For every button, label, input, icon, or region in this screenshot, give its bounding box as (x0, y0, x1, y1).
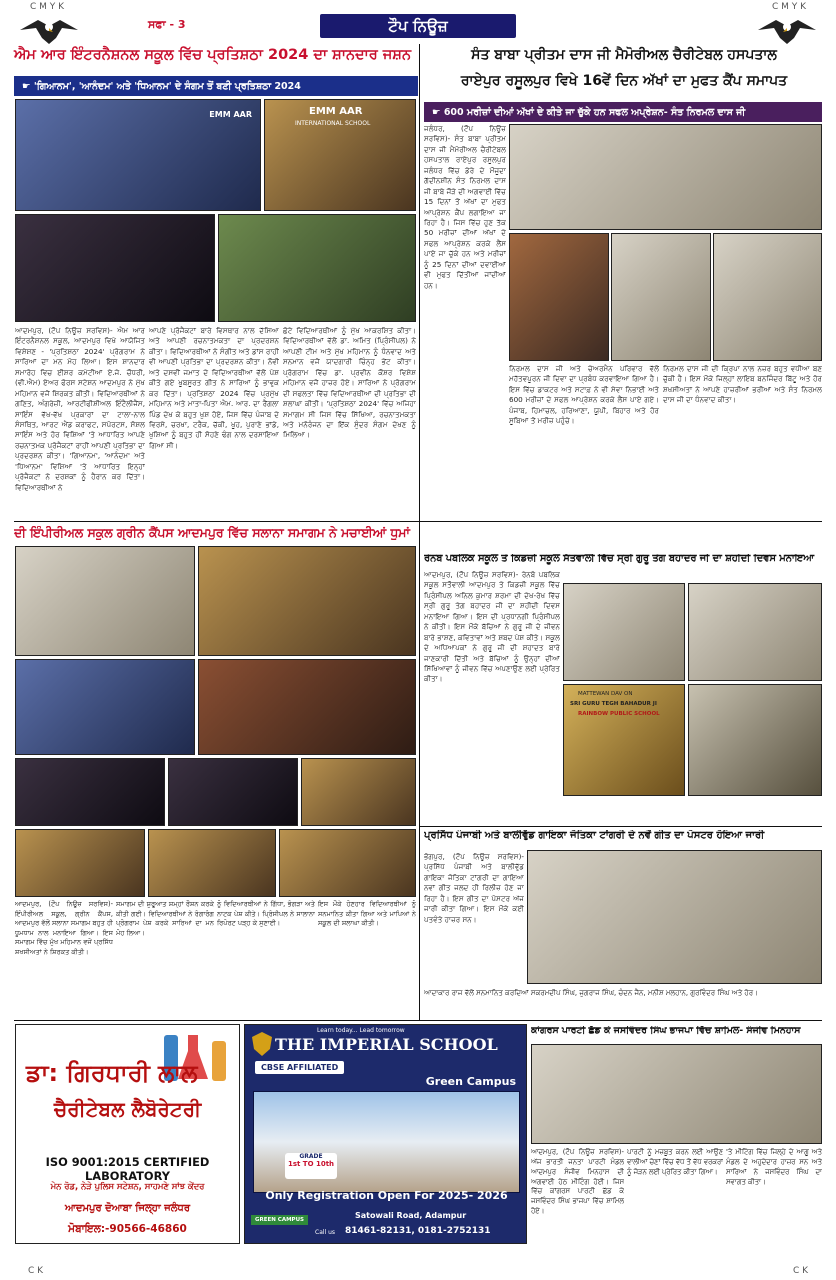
column-divider-2 (419, 522, 420, 1020)
story4-photo-4 (688, 684, 822, 796)
story3-photo-8 (15, 829, 145, 897)
school-phone: 81461-82131, 0181-2752131 (345, 1226, 491, 1236)
row-divider-3 (14, 1020, 822, 1021)
footer-mark-left: C K (28, 1266, 44, 1276)
page-number: ਸਫਾ - 3 (148, 18, 186, 31)
story6-column-2: ਪਾਰਟੀ ਨੂੰ ਮਜ਼ਬੂਤ ਕਰਨ ਲਈ ਆਉਣ ਵਾਲੀਆਂ ਚੋਣਾਂ ਵਿੱਚ ਵੱਧ ਤੋਂ ਵੱਧ ਵਰਕਰਾਂ ਨੂੰ ਜੋੜਨ ਲਈ ਪ੍ਰੇਰਿਤ ਕੀਤਾ ਗਿਆ। (627, 1148, 723, 1176)
story3-photo-9 (148, 829, 276, 897)
story5-headline: ਪ੍ਰਸਿੱਧ ਪੰਜਾਬੀ ਅਤੇ ਬਾਲੀਵੁੱਡ ਗਾਇਕਾ ਜੋਤਿਕਾ ਟਾਂਗਰੀ ਦੇ ਨਵੇਂ ਗੀਤ ਦਾ ਪੋਸਟਰ ਹੋਇਆ ਜਾਰੀ (424, 830, 765, 841)
grade-label: GRADE (299, 1153, 323, 1160)
story1-photo-2 (264, 99, 416, 211)
registration-banner: Only Registration Open For 2025- 2026 (265, 1189, 508, 1202)
lab-certification: ISO 9001:2015 CERTIFIED LABORATORY (45, 1155, 210, 1183)
row-divider-1 (14, 521, 822, 522)
green-campus-badge: GREEN CAMPUS (251, 1215, 308, 1225)
story3-photo-10 (279, 829, 416, 897)
story3-photo-1 (15, 546, 195, 656)
section-title: ਟੌਪ ਨਿਊਜ਼ (320, 14, 516, 38)
story2-column-3: ਨਿਰਮਲ ਦਾਸ ਜੀ ਦੀ ਕ੍ਰਿਪਾ ਨਾਲ ਨਜ਼ਰ ਬਹੁਤ ਵਧੀਆ ਬਣ ਚੁੱਕੀ ਹੈ। ਇਸ ਮੌਕੇ ਜਿਲ੍ਹਾਂ ਲਾਇਬ ਬਨਜਿੰਦਰ ਬਿੱਟੂ ਅਤੇ ਹੋਰ ਸ਼ਖਸੀਅਤਾਂ ਨੇ ਆਪਣੇ ਹਾਜ਼ਰੀਆਂ ਭਰੀਆਂ ਅਤੇ ਸੰਤ ਨਿਰਮਲ ਦਾਸ ਜੀ ਦਾ ਧੰਨਵਾਦ ਕੀਤਾ। (663, 364, 822, 405)
story3-column-1: ਆਦਮਪੁਰ, (ਟੌਪ ਨਿਊਜ਼ ਸਰਵਿਸ)- ਇੰਪੀਰੀਅਲ ਸਕੂਲ, ਗ੍ਰੀਨ ਕੈਂਪਸ, ਆਦਮਪੁਰ ਵੱਲੋਂ ਸਲਾਨਾ ਸਮਾਗਮ ਬਹੁਤ ਹੀ ਧੂਮਧਾਮ ਨਾਲ ਮਨਾਇਆ ਗਿਆ। ਇਸ ਸਮਾਗਮ ਵਿੱਚ ਮੁੱਖ ਮਹਿਮਾਨ ਵਜੋਂ ਪ੍ਰਸਿੱਧ ਸ਼ਖਸੀਅਤਾਂ ਨੇ ਸ਼ਿਰਕਤ ਕੀਤੀ। (15, 900, 113, 956)
school-tagline: Learn today... Lead tomorrow (317, 1027, 405, 1034)
row-divider-2 (420, 826, 822, 827)
story4-headline: ਰੇਨਬੋ ਪਬਲਿਕ ਸਕੂਲ ਤੇ ਕਿਡਜ਼ੀ ਸਕੂਲ ਸੱਤੋਵਾਲੀ ਵਿੱਚ ਸ੍ਰੀ ਗੁਰੂ ਤੇਗ ਬਹਾਦਰ ਜੀ ਦਾ ਸ਼ਹੀਦੀ ਦਿਵਸ ਮਨਾਇਆ (424, 554, 814, 564)
story3-column-2: ਸਮਾਗਮ ਦੀ ਸ਼ੁਰੂਆਤ ਸ਼ਮ੍ਹਾਂ ਰੌਸ਼ਨ ਕਰਕੇ ਕੀਤੀ ਗਈ। ਵਿਦਿਆਰਥੀਆਂ ਨੇ ਰੰਗਾਰੰਗ ਪ੍ਰੋਗਰਾਮ ਪੇਸ਼ ਕਰਕੇ ਸਾਰਿਆਂ ਦਾ ਮਨ ਮੋਹ ਲਿਆ। (116, 900, 214, 937)
call-label: Call us (315, 1229, 336, 1236)
story2-photo-patient (509, 233, 609, 361)
footer-mark-right: C K (792, 1266, 808, 1276)
story6-headline: ਕਾਂਗਰਸ ਪਾਰਟੀ ਛੱਡ ਕੇ ਜਸਵਿੰਦਰ ਸਿੰਘ ਭਾਜਪਾ ਵਿੱਚ ਸ਼ਾਮਿਲ- ਸੰਜੀਵ ਮਿਨਹਾਸ (531, 1026, 801, 1036)
grade-badge (285, 1153, 337, 1179)
story1-headline: ਐਮ ਆਰ ਇੰਟਰਨੈਸ਼ਨਲ ਸਕੂਲ ਵਿੱਚ ਪ੍ਰਤਿਸ਼ਠਾ 2024 ਦਾ ਸ਼ਾਨਦਾਰ ਜਸ਼ਨ (14, 47, 412, 63)
story2-column-2: ਨਿਰਮਲ ਦਾਸ ਜੀ ਅਤੇ ਚੇਅਰਮੈਨ ਪਰਿਵਾਰ ਵੱਲੋਂ ਮਹੱਤਵਪੂਰਨ ਜੀ ਦਿਵਾ ਦਾ ਪ੍ਰਬੰਧ ਕਰਵਾਇਆ ਗਿਆ ਹੈ। ਇਸ ਵਿੱਚ ਡਾਕਟਰ ਅਤੇ ਸਟਾਫ਼ ਨੇ ਵੀ ਸੇਵਾ ਨਿਭਾਈ ਅਤੇ 600 ਮਰੀਜ਼ਾਂ ਦੇ ਸਫਲ ਆਪ੍ਰੇਸ਼ਨ ਕਰਕੇ ਲੈਂਸ ਪਾਏ ਗਏ। ਪੰਜਾਬ, ਹਿਮਾਚਲ, ਹਰਿਆਣਾ, ਯੂਪੀ, ਬਿਹਾਰ ਅਤੇ ਹੋਰ ਸੂਬਿਆਂ ਤੋਂ ਮਰੀਜ਼ ਪਹੁੰਚੇ। (509, 364, 659, 426)
lab-name: ਡਾ: ਗਿਰਧਾਰੀ ਲਾਲ (26, 1059, 198, 1087)
story4-body: ਆਦਮਪੁਰ, (ਟੌਪ ਨਿਊਜ਼ ਸਰਵਿਸ)- ਰੇਨਬੋ ਪਬਲਿਕ ਸਕੂਲ ਸਤੌਵਾਲੀ ਆਦਮਪੁਰ ਤੇ ਕਿਡਜ਼ੀ ਸਕੂਲ ਵਿੱਚ ਪ੍ਰਿੰਸੀਪਲ ਅਨਿਲ ਕੁਮਾਰ ਸ਼ਰਮਾ ਦੀ ਦੇਖ-ਰੇਖ ਵਿੱਚ ਸ੍ਰੀ ਗੁਰੂ ਤੇਗ ਬਹਾਦਰ ਜੀ ਦਾ ਸ਼ਹੀਦੀ ਦਿਵਸ ਮਨਾਇਆ ਗਿਆ। ਇਸ ਦੀ ਪ੍ਰਧਾਨਗੀ ਪ੍ਰਿੰਸੀਪਲ ਨੇ ਕੀਤੀ। ਇਸ ਮੌਕੇ ਬੱਚਿਆਂ ਨੇ ਗੁਰੂ ਜੀ ਦੇ ਜੀਵਨ ਬਾਰੇ ਭਾਸ਼ਣ, ਕਵਿਤਾਵਾਂ ਅਤੇ ਸ਼ਬਦ ਪੇਸ਼ ਕੀਤੇ। ਸਕੂਲ ਦੇ ਅਧਿਆਪਕਾਂ ਨੇ ਗੁਰੂ ਜੀ ਦੀ ਸ਼ਹਾਦਤ ਬਾਰੇ ਜਾਣਕਾਰੀ ਦਿੱਤੀ ਅਤੇ ਬੱਚਿਆਂ ਨੂੰ ਉਨ੍ਹਾਂ ਦੀਆਂ ਸਿੱਖਿਆਵਾਂ ਨੂੰ ਜੀਵਨ ਵਿੱਚ ਅਪਣਾਉਣ ਲਈ ਪ੍ਰੇਰਿਤ ਕੀਤਾ। (424, 570, 560, 684)
story3-photo-4 (198, 659, 416, 755)
color-mark-right: C M Y K (771, 2, 806, 12)
school-advertisement (244, 1024, 527, 1244)
story2-headline-2: ਰਾਏਪੁਰ ਰਸੂਲਪੁਰ ਵਿਖੇ 16ਵੇਂ ਦਿਨ ਅੱਖਾਂ ਦਾ ਮੁਫਤ ਕੈਂਪ ਸਮਾਪਤ (460, 73, 788, 89)
story4-banner-text-3: RAINBOW PUBLIC SCHOOL (578, 711, 660, 717)
story3-photo-3 (15, 659, 195, 755)
story6-column-3: 'ਤੇ ਮੀਟਿੰਗ ਵਿੱਚ ਜਿਲ੍ਹੇ ਦੇ ਆਗੂ ਅਤੇ ਮੰਡਲ ਦੇ ਅਹੁਦੇਦਾਰ ਹਾਜ਼ਰ ਸਨ ਅਤੇ ਸਾਰਿਆਂ ਨੇ ਜਸਵਿੰਦਰ ਸਿੰਘ ਦਾ ਸਵਾਗਤ ਕੀਤਾ। (726, 1148, 822, 1186)
story1-photo-4 (218, 214, 416, 322)
story1-banner-school-2: INTERNATIONAL SCHOOL (295, 120, 371, 127)
story1-column-3: ਛੋਟੇ ਵਿਦਿਆਰਥੀਆਂ ਨੂੰ ਮੁੱਖ ਆਕਰਸ਼ਿਤ ਕੀਤਾ। ਵਿਦਿਆਰਥੀਆਂ ਵੱਲੋਂ ਡਾ. ਅਮਿਤ (ਪ੍ਰਿੰਸੀਪਲ) ਨੇ ਆਪਣੀ ਟੀਮ ਅਤੇ ਮੁੱਖ ਮਹਿਮਾਨ ਨੂੰ ਧੰਨਵਾਦ ਅਤੇ ਸਨਮਾਨ ਵਜੋਂ ਯਾਦਗਾਰੀ ਚਿੰਨ੍ਹ ਭੇਂਟ ਕੀਤਾ। ਪ੍ਰੋਗਰਾਮ ਵਿੱਚ ਡਾ. ਪ੍ਰਵੀਨ ਕੌਸ਼ਰ ਵਿਸ਼ੇਸ਼ ਮਹਿਮਾਨ ਵਜੋਂ ਹਾਜ਼ਰ ਹੋਏ। ਸਾਰਿਆਂ ਨੇ ਪ੍ਰੋਗਰਾਮ ਦੀ ਸਫਲਤਾ ਵਿੱਚ ਵਿਦਿਆਰਥੀਆਂ ਦੀ ਪ੍ਰਤਿਭਾ ਦੀ ਸ਼ਲਾਘਾ ਕੀਤੀ। 'ਪ੍ਰਤਿਸ਼ਠਾ 2024' ਵਿੱਚ ਅਜਿਹਾ ਸਮਾਗਮ ਸੀ ਜਿਸ ਵਿੱਚ ਸਿੱਖਿਆ, ਰਚਨਾਤਮਕਤਾ ਅਤੇ ਮਨੋਰੰਜਨ ਦਾ ਇੱਕ ਸੁੰਦਰ ਸੰਗਮ ਦੇਖਣ ਨੂੰ ਮਿਲਿਆ। (283, 326, 416, 440)
story1-column-1: ਆਦਮਪੁਰ, (ਟੌਪ ਨਿਊਜ਼ ਸਰਵਿਸ)- ਐਮ ਆਰ ਇੰਟਰਨੈਸ਼ਨਲ ਸਕੂਲ, ਆਦਮਪੁਰ ਵਿਖੇ ਆਯੋਜਿਤ ਵਿਸ਼ੇਸ਼ਣ - 'ਪ੍ਰਤਿਸ਼ਠਾ 2024' ਪ੍ਰੋਗਰਾਮ ਨੇ ਸਾਰਿਆਂ ਦਾ ਮਨ ਮੋਹ ਲਿਆ। ਇਸ ਸ਼ਾਨਦਾਰ ਸਮਾਰੋਹ ਵਿਚ ਈਸ਼ਰ ਕਮੇਟੀਆਂ ਏ.ਜੇ. ਚੌਧਰੀ, (ਵੀ.ਐਮ) ਏਅਰ ਫੋਰਸ ਸਟੇਸ਼ਨ ਆਦਮਪੁਰ ਨੇ ਮੁੱਖ ਮਹਿਮਾਨ ਵਜੋਂ ਸ਼ਿਰਕਤ ਕੀਤੀ। ਵਿਦਿਆਰਥੀਆਂ ਨੇ ਗਣਿਤ, ਅੰਗਰੇਜ਼ੀ, ਆਰਟੀਫੀਸ਼ੀਅਲ ਇੰਟੈਲੀਜੈਂਸ, ਸਾਇੰਸ ਵੱਖ-ਵੱਖ ਪ੍ਰਕਾਰਾਂ ਦਾ ਟਾਲਾ-ਨਾਲ ਸੰਸਥਿਤ, ਆਰਟ ਐਂਡ ਕਰਾਫਟ, ਸਪੋਰਟਸ, ਸੋਸ਼ਲ ਸਾਇੰਸ ਅਤੇ ਹੋਰ ਵਿਸ਼ਿਆਂ 'ਤੇ ਆਧਾਰਿਤ ਆਪਣੇ ਰਚਨਾਤਮਕ ਪ੍ਰੋਜੈਕਟਾਂ ਰਾਹੀਂ ਆਪਣੀ ਪ੍ਰਤਿਭਾ ਦਾ ਪ੍ਰਦਰਸ਼ਨ ਕੀਤਾ। 'ਗਿਆਨਮ', 'ਆਨੰਦਮ' ਅਤੇ 'ਧਿਆਨਮ' ਵਿਸ਼ਿਆਂ 'ਤੇ ਆਧਾਰਿਤ ਇਨ੍ਹਾਂ ਪ੍ਰੋਜੈਕਟਾਂ ਨੇ ਦਰਸ਼ਕਾਂ ਨੂੰ ਹੈਰਾਨ ਕਰ ਦਿੱਤਾ। ਵਿਦਿਆਰਥੀਆਂ ਨੇ (15, 326, 145, 492)
color-mark-left: C M Y K (30, 2, 65, 12)
lab-phone: ਮੋਬਾਇਲ:-90566-46860 (68, 1223, 187, 1235)
story3-column-3: ਨੂੰ ਵਿਦਿਆਰਥੀਆਂ ਨੇ ਗਿੱਧਾ, ਭੰਗੜਾ ਅਤੇ ਨਾਟਕ ਪੇਸ਼ ਕੀਤੇ। ਪ੍ਰਿੰਸੀਪਲ ਨੇ ਸਾਲਾਨਾ ਰਿਪੋਰਟ ਪੜ੍ਹ ਕੇ ਸੁਣਾਈ। (217, 900, 315, 928)
story2-headline-1: ਸੰਤ ਬਾਬਾ ਪ੍ਰੀਤਮ ਦਾਸ ਜੀ ਮੈਮੋਰੀਅਲ ਚੈਰੀਟੇਬਲ ਹਸਪਤਾਲ (471, 47, 777, 63)
story5-body: ਭੋਗਪੁਰ, (ਟੌਪ ਨਿਊਜ਼ ਸਰਵਿਸ)- ਪ੍ਰਸਿੱਧ ਪੰਜਾਬੀ ਅਤੇ ਬਾਲੀਵੁੱਡ ਗਾਇਕਾ ਜੋਤਿਕਾ ਟਾਂਗਰੀ ਦਾ ਗਾਇਆ ਨਵਾਂ ਗੀਤ ਜਲਦ ਹੀ ਰਿਲੀਜ਼ ਹੋਣ ਜਾ ਰਿਹਾ ਹੈ। ਇਸ ਗੀਤ ਦਾ ਪੋਸਟਰ ਅੱਜ ਜਾਰੀ ਕੀਤਾ ਗਿਆ। ਇਸ ਮੌਕੇ ਕਈ ਪਤਵੰਤੇ ਹਾਜ਼ਰ ਸਨ। (424, 852, 524, 924)
lab-subtitle: ਚੈਰੀਟੇਬਲ ਲੈਬੋਰੇਟਰੀ (53, 1097, 202, 1121)
school-name: THE IMPERIAL SCHOOL (275, 1035, 498, 1054)
story2-photo-women (713, 233, 822, 361)
story5-caption: ਆਦਾਕਾਰ ਰਾਜ ਵੱਲੋਂ ਸਨਮਾਨਿਤ ਕਰਦਿਆਂ ਸਕਰਮਦੀਪ ਸਿੰਘ, ਜੁਗਰਾਜ ਸਿੰਘ, ਚੰਦਨ ਜੈਨ, ਮਨੀਸ਼ ਮਲਹਾਨ, ਗੁਰਵਿੰਦਰ ਸਿੰਘ ਅਤੇ ਹੋਰ। (424, 989, 758, 997)
story4-photo-1 (563, 583, 685, 681)
story1-banner: EMM AAR (209, 110, 252, 119)
lab-address-2: ਆਦਮਪੁਰ ਦੋਆਬਾ ਜਿਲ੍ਹਾ ਜਲੰਧਰ (64, 1203, 191, 1214)
story1-subhead: ☛ 'ਗਿਆਨਮ', 'ਆਨੰਦਮ' ਅਤੇ 'ਧਿਆਨਮ' ਦੇ ਸੰਗਮ ਤੋਂ ਬਣੀ ਪ੍ਰਤਿਸ਼ਠਾ 2024 (14, 76, 418, 96)
story4-photo-3 (563, 684, 685, 796)
story4-banner-text-2: SRI GURU TEGH BAHADUR JI (570, 701, 657, 707)
story4-photo-2 (688, 583, 822, 681)
story3-photo-5 (15, 758, 165, 826)
story6-column-1: ਆਦਮਪੁਰ, (ਟੌਪ ਨਿਊਜ਼ ਸਰਵਿਸ)- ਅੱਜ ਭਾਰਤੀ ਜਨਤਾ ਪਾਰਟੀ ਮੰਡਲ ਆਦਮਪੁਰ ਸੰਜੀਵ ਮਿਨਹਾਸ ਦੀ ਅਗਵਾਈ ਹੇਠ ਮੀਟਿੰਗ ਹੋਈ। ਜਿਸ ਵਿੱਚ ਕਾਂਗਰਸ ਪਾਰਟੀ ਛੱਡ ਕੇ ਜਸਵਿੰਦਰ ਸਿੰਘ ਭਾਜਪਾ ਵਿੱਚ ਸ਼ਾਮਿਲ ਹੋਏ। (531, 1148, 624, 1216)
column-divider (419, 44, 420, 522)
story3-column-4: ਇਸ ਮੌਕੇ ਹੋਣਹਾਰ ਵਿਦਿਆਰਥੀਆਂ ਨੂੰ ਸਨਮਾਨਿਤ ਕੀਤਾ ਗਿਆ ਅਤੇ ਮਾਪਿਆਂ ਨੇ ਸਕੂਲ ਦੀ ਸ਼ਲਾਘਾ ਕੀਤੀ। (318, 900, 416, 928)
school-crest-icon (251, 1031, 273, 1057)
story3-headline: ਦੀ ਇੰਪੀਰੀਅਲ ਸਕੂਲ ਗ੍ਰੀਨ ਕੈਂਪਸ ਆਦਮਪੁਰ ਵਿੱਚ ਸਲਾਨਾ ਸਮਾਗਮ ਨੇ ਮਚਾਈਆਂ ਧੂਮਾਂ (14, 526, 410, 540)
grade-range: 1st TO 10th (287, 1160, 335, 1168)
eagle-logo-right-icon (756, 12, 818, 48)
story1-column-2: ਆਪਣੇ ਪ੍ਰੋਜੈਕਟਾਂ ਬਾਰੇ ਵਿਸਥਾਰ ਨਾਲ ਦੱਸਿਆ ਅਤੇ ਆਪਣੀ ਰਚਨਾਤਮਕਤਾ ਦਾ ਪ੍ਰਦਰਸ਼ਨ ਕੀਤਾ। ਵਿਦਿਆਰਥੀਆਂ ਨੇ ਸੰਗੀਤ ਅਤੇ ਡਾਂਸ ਰਾਹੀਂ ਵੀ ਆਪਣੀ ਪ੍ਰਤਿਭਾ ਦਾ ਪ੍ਰਦਰਸ਼ਨ ਕੀਤਾ। ਨੌਵੀਂ ਅਤੇ ਦਸਵੀਂ ਜਮਾਤ ਦੇ ਵਿਦਿਆਰਥੀਆਂ ਵੱਲੋਂ ਪੇਸ਼ ਕੀਤੇ ਗਏ ਖੂਬਸੂਰਤ ਗੀਤ ਨੇ ਸਾਰਿਆਂ ਨੂੰ ਭਾਵੁਕ ਕਰ ਦਿੱਤਾ। ਪ੍ਰਤਿਸ਼ਠਾ 2024 ਵਿੱਚ ਪ੍ਰਮੁੱਖ ਮਹਿਮਾਨ ਅਤੇ ਮਾਤਾ-ਪਿਤਾ ਐਮ. ਆਰ. ਦਾ ਰੈਂਗਲਾ ਪਿੰਡ ਦੇਖ ਕੇ ਬਹੁਤ ਖੁਸ਼ ਹੋਏ, ਜਿਸ ਵਿੱਚ ਪੰਜਾਬ ਦੇ ਵਿਰਸੇ, ਚਰਖਾ, ਟਰੈਕ, ਚੱਕੀ, ਖੂਹ, ਪੁਰਾਣੇ ਭਾਂਡੇ, ਖੁਸ਼ਿਆਂ ਨੂੰ ਬਹੁਤ ਹੀ ਸੋਹਣੇ ਢੰਗ ਨਾਲ ਦਰਸਾਇਆ ਗਿਆ ਸੀ। (149, 326, 279, 450)
story2-photo-group (509, 124, 822, 230)
school-address: Satowali Road, Adampur (355, 1211, 467, 1220)
lab-advertisement (15, 1024, 240, 1244)
story6-photo (531, 1044, 822, 1144)
story1-banner-school: EMM AAR (309, 106, 363, 117)
cbse-badge: CBSE AFFILIATED (255, 1061, 344, 1074)
story1-photo-1 (15, 99, 261, 211)
story2-column-1: ਜਲੰਧਰ, (ਟੌਪ ਨਿਊਜ਼ ਸਰਵਿਸ)- ਸੰਤ ਬਾਬਾ ਪ੍ਰੀਤਮ ਦਾਸ ਜੀ ਮੈਮੋਰੀਅਲ ਚੈਰੀਟੇਬਲ ਹਸਪਤਾਲ ਰਾਏਪੁਰ ਰਸੂਲਪੁਰ ਜਲੰਧਰ ਵਿੱਚ ਡੇਰੇ ਦੇ ਮੌਜੂਦਾ ਗੱਦੀਨਸ਼ੀਨ ਸੰਤ ਨਿਰਮਲ ਦਾਸ ਜੀ ਬਾਬੇ ਜੌੜੇ ਦੀ ਅਗਵਾਈ ਵਿੱਚ 15 ਦਿਨਾਂ ਤੋਂ ਅੱਖਾਂ ਦਾ ਮੁਫਤ ਆਪ੍ਰੇਸ਼ਨ ਕੈਂਪ ਲਗਾਇਆ ਜਾ ਰਿਹਾ ਹੈ। ਜਿਸ ਵਿੱਚ ਹੁਣ ਤੱਕ 50 ਮਰੀਜ਼ਾਂ ਦੀਆਂ ਅੱਖਾਂ ਦੇ ਸਫਲ ਆਪ੍ਰੇਸ਼ਨ ਕਰਕੇ ਲੈਂਸ ਪਾਏ ਜਾ ਚੁੱਕੇ ਹਨ ਅਤੇ ਮਰੀਜ਼ਾਂ ਨੂੰ 25 ਦਿਨਾਂ ਦੀਆਂ ਦਵਾਈਆਂ ਵੀ ਮੁਫਤ ਦਿੱਤੀਆਂ ਜਾਂਦੀਆਂ ਹਨ। (424, 124, 506, 290)
story1-photo-3 (15, 214, 215, 322)
story3-photo-7 (301, 758, 416, 826)
story3-photo-6 (168, 758, 298, 826)
story3-photo-2 (198, 546, 416, 656)
lab-address-1: ਮੇਨ ਰੋਡ, ਨੇੜੇ ਪੁਲਿਸ ਸਟੇਸ਼ਨ, ਸਾਹਮਣੇ ਸਾਂਝ ਕੇਂਦਰ (50, 1181, 205, 1191)
school-campus: Green Campus (425, 1075, 516, 1088)
story2-photo-saint (611, 233, 711, 361)
story2-subhead: ☛ 600 ਮਰੀਜ਼ਾਂ ਦੀਆਂ ਅੱਖਾਂ ਦੇ ਕੀਤੇ ਜਾ ਚੁੱਕੇ ਹਨ ਸਫਲ ਅਪ੍ਰੇਸ਼ਨ- ਸੰਤ ਨਿਰਮਲ ਦਾਸ ਜੀ (424, 102, 822, 122)
story5-photo (527, 850, 822, 984)
eagle-logo-left-icon (18, 12, 80, 48)
story4-banner-text: MATTEWAN DAV ON (578, 691, 633, 697)
